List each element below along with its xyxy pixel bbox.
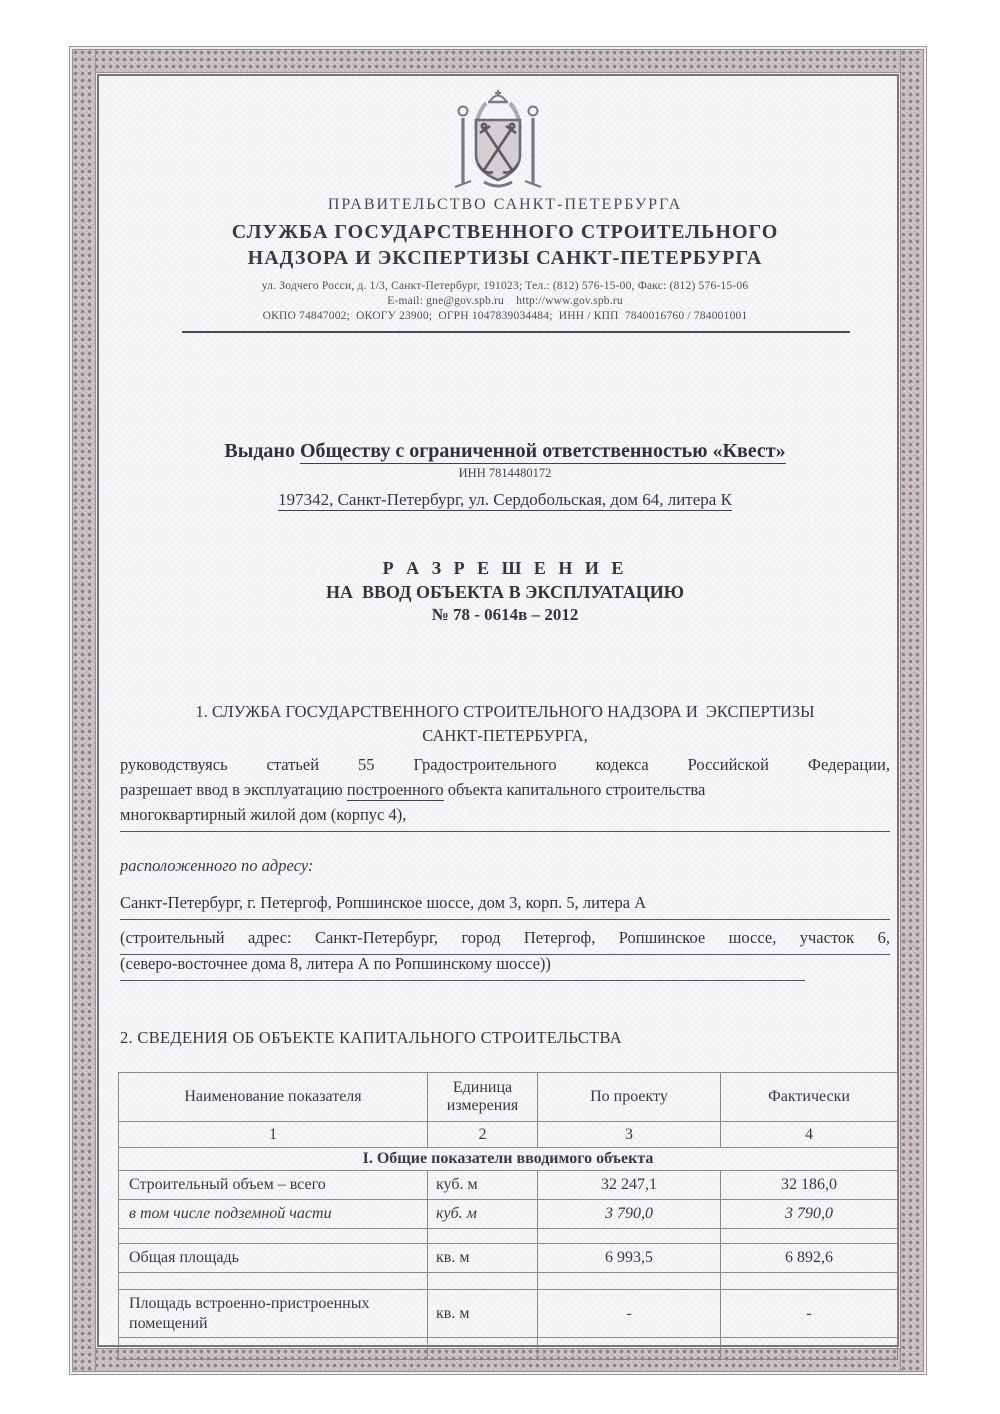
column-number-row: 1 2 3 4 [119, 1122, 898, 1148]
table-row: Площадь встроенно-пристроенных помещений кв. м - - [119, 1290, 898, 1338]
section1-heading-line2: САНКТ-ПЕТЕРБУРГА, [422, 726, 588, 745]
permit-title: Р А З Р Е Ш Е Н И Е [382, 558, 628, 578]
section1-body-line1: руководствуясь статьей 55 Градостроительного кодекса Российской Федерации, [120, 755, 890, 774]
table-spacer-row [119, 1273, 898, 1290]
col-header-name: Наименование показателя [119, 1073, 428, 1122]
issued-to-line [120, 440, 890, 463]
document-frame [69, 46, 927, 1375]
table-spacer-row [119, 1229, 898, 1244]
section2-heading: 2. СВЕДЕНИЯ ОБ ОБЪЕКТЕ КАПИТАЛЬНОГО СТРОИТЕЛЬСТВА [120, 1028, 622, 1047]
col-header-unit: Единица измерения [428, 1073, 538, 1122]
section1-heading-line1: 1. СЛУЖБА ГОСУДАРСТВЕННОГО СТРОИТЕЛЬНОГО НАДЗОРА И ЭКСПЕРТИЗЫ [195, 702, 815, 721]
table-group-header: I. Общие показатели вводимого объекта [119, 1148, 898, 1171]
object-parameters-table [118, 1072, 898, 1360]
coat-of-arms-icon [99, 86, 897, 198]
guilloche-border-top [72, 49, 924, 73]
col-header-project: По проекту [538, 1073, 721, 1122]
recipient-address: 197342, Санкт-Петербург, ул. Сердобольская, дом 64, литера К [278, 490, 732, 509]
guilloche-border-right [900, 49, 924, 1372]
table-row: Общая площадь кв. м 6 993,5 6 892,6 [119, 1244, 898, 1273]
guilloche-border-left [72, 49, 96, 1372]
table-row: Строительный объем – всего куб. м 32 247,1 32 186,0 [119, 1171, 898, 1200]
construction-address-line2: (северо-восточнее дома 8, литера А по Ропшинскому шоссе)) [120, 954, 805, 981]
agency-contacts: E-mail: gne@gov.spb.ru http://www.gov.spb.ru [387, 295, 623, 307]
table-header-row [119, 1073, 898, 1122]
recipient-name: Обществу с ограниченной ответственностью «Квест» [299, 440, 786, 462]
agency-name-line1: СЛУЖБА ГОСУДАРСТВЕННОГО СТРОИТЕЛЬНОГО [231, 221, 779, 243]
object-name-line: многоквартирный жилой дом (корпус 4), [120, 805, 890, 832]
agency-address: ул. Зодчего Росси, д. 1/3, Санкт-Петербург, 191023; Тел.: (812) 576-15-00, Факс: (812) 576-15-06 [261, 280, 749, 292]
section1-body-line2: разрешает ввод в эксплуатацию построенного объекта капитального строительства [120, 780, 706, 799]
object-address-line: Санкт-Петербург, г. Петергоф, Ропшинское шоссе, дом 3, корп. 5, литера А [120, 893, 890, 920]
government-title: ПРАВИТЕЛЬСТВО САНКТ-ПЕТЕРБУРГА [327, 196, 683, 213]
table-row: в том числе подземной части куб. м 3 790,0 3 790,0 [119, 1200, 898, 1229]
agency-name-line2: НАДЗОРА И ЭКСПЕРТИЗЫ САНКТ-ПЕТЕРБУРГА [247, 247, 763, 269]
agency-registration-codes: ОКПО 74847002; ОКОГУ 23900; ОГРН 1047839034484; ИНН / КПП 7840016760 / 784001001 [262, 310, 748, 322]
permit-number: № 78 - 0614в – 2012 [431, 605, 579, 624]
recipient-inn: ИНН 7814480172 [458, 466, 552, 480]
construction-address-line1: (строительный адрес: Санкт-Петербург, город Петергоф, Ропшинское шоссе, участок 6, [120, 928, 890, 955]
header-divider [182, 331, 850, 333]
permit-subtitle: НА ВВОД ОБЪЕКТА В ЭКСПЛУАТАЦИЮ [326, 582, 684, 602]
document-content [99, 76, 897, 1345]
built-word-underlined: построенного [346, 780, 444, 799]
issued-label: Выдано [224, 440, 295, 462]
table-spacer-row [119, 1338, 898, 1360]
col-header-actual: Фактически [721, 1073, 898, 1122]
located-at-label: расположенного по адресу: [120, 856, 314, 875]
